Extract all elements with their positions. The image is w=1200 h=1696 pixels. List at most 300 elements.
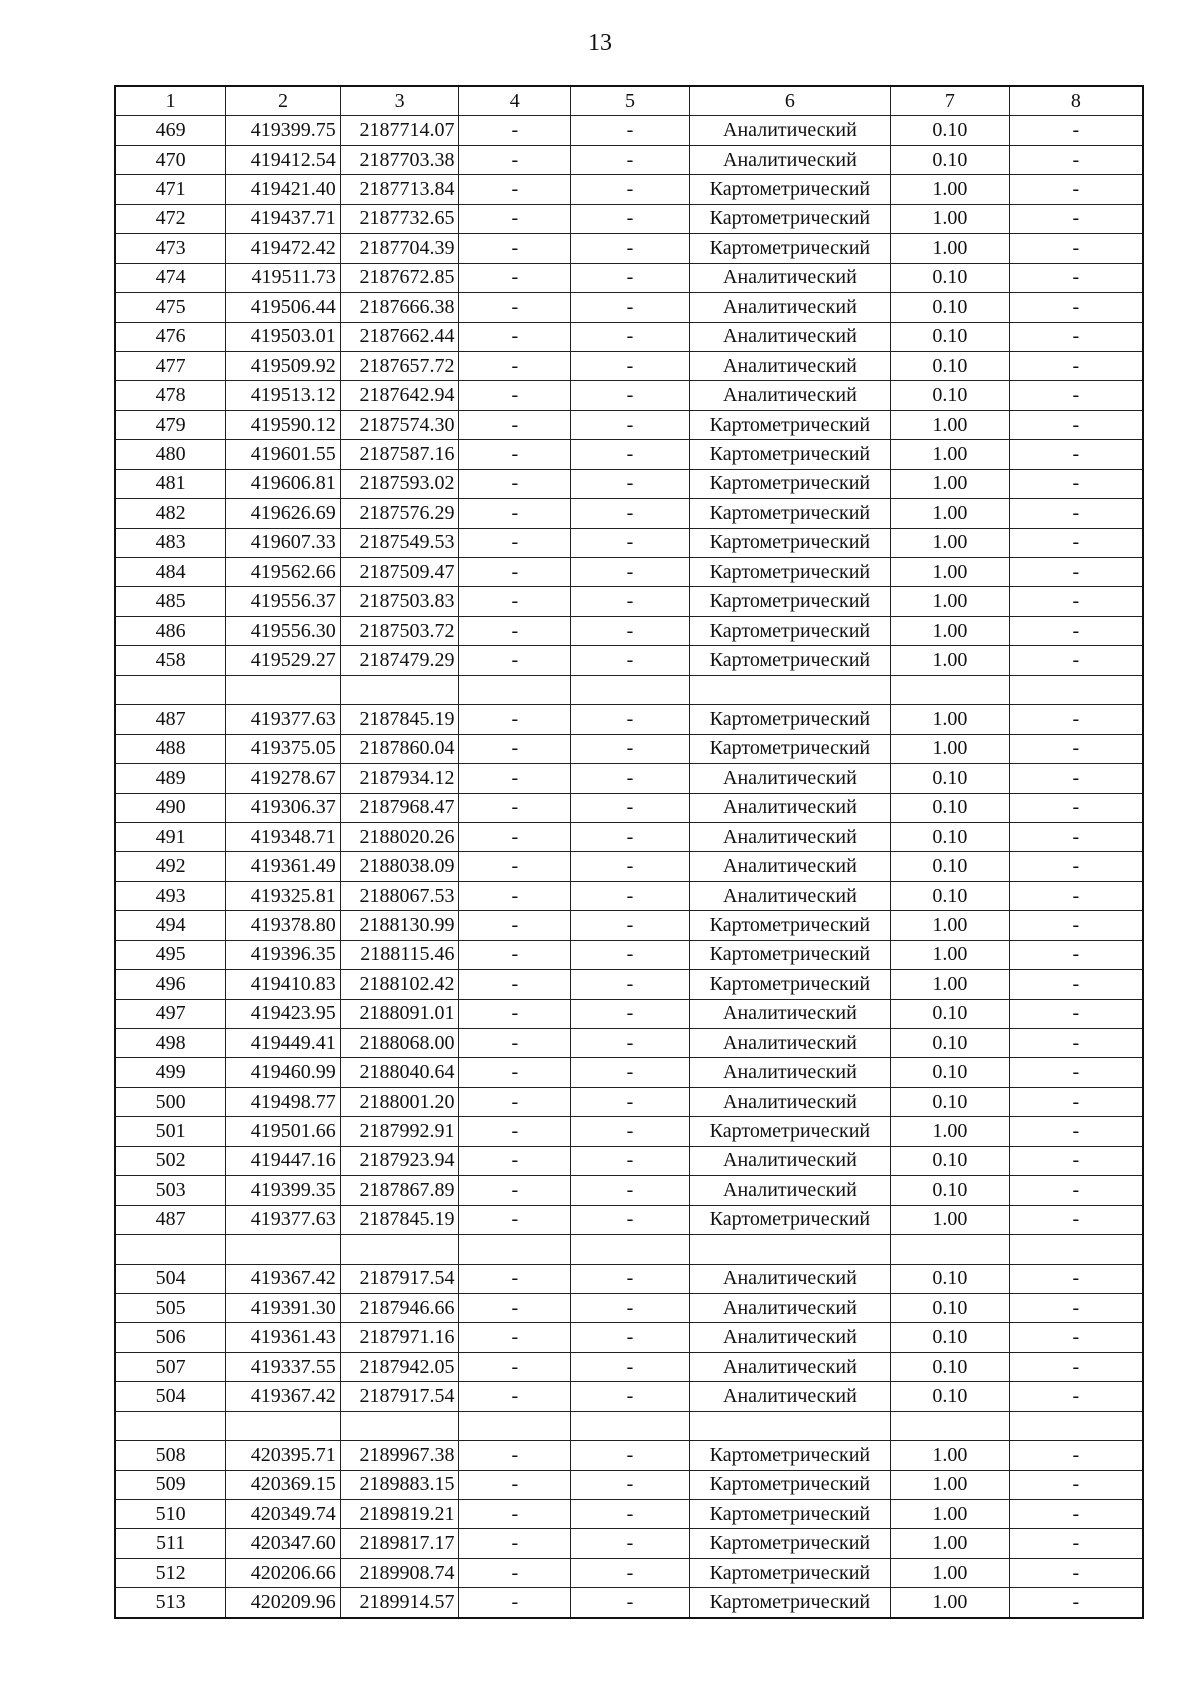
cell-col-7: 1.00 (890, 970, 1009, 999)
cell-col-4: - (459, 351, 571, 380)
cell-col-4: - (459, 1146, 571, 1175)
cell-col-8: - (1009, 1146, 1143, 1175)
cell-col-4: - (459, 1205, 571, 1234)
cell-col-5: - (571, 1470, 690, 1499)
table-row (115, 764, 1143, 793)
cell-col-6: Картометрический (689, 175, 890, 204)
cell-col-1: 483 (115, 528, 226, 557)
cell-col-8: - (1009, 911, 1143, 940)
cell-col-6: Картометрический (689, 410, 890, 439)
separator-row (115, 1411, 1143, 1440)
table-row (115, 852, 1143, 881)
table-row (115, 1117, 1143, 1146)
cell-col-1: 494 (115, 911, 226, 940)
cell-col-8: - (1009, 646, 1143, 675)
cell-col-4: - (459, 852, 571, 881)
cell-col-2: 419556.37 (226, 587, 341, 616)
cell-col-3: 2188091.01 (340, 999, 459, 1028)
cell-col-5: - (571, 822, 690, 851)
cell-col-7: 0.10 (890, 293, 1009, 322)
cell-col-3: 2187703.38 (340, 145, 459, 174)
cell-col-1: 505 (115, 1293, 226, 1322)
cell-col-7: 0.10 (890, 351, 1009, 380)
cell-col-8: - (1009, 793, 1143, 822)
table-row (115, 145, 1143, 174)
cell-col-2: 419513.12 (226, 381, 341, 410)
cell-col-5: - (571, 1323, 690, 1352)
cell-col-3: 2188130.99 (340, 911, 459, 940)
cell-col-8: - (1009, 499, 1143, 528)
cell-col-7: 1.00 (890, 528, 1009, 557)
cell-col-3: 2187917.54 (340, 1382, 459, 1411)
cell-col-8: - (1009, 1470, 1143, 1499)
cell-col-4: - (459, 999, 571, 1028)
cell-col-6: Картометрический (689, 970, 890, 999)
cell-col-2: 419361.49 (226, 852, 341, 881)
cell-col-5: - (571, 1529, 690, 1558)
cell-col-6: Картометрический (689, 469, 890, 498)
table-row (115, 558, 1143, 587)
cell-col-7: 1.00 (890, 1529, 1009, 1558)
cell-col-5: - (571, 1352, 690, 1381)
cell-col-8: - (1009, 970, 1143, 999)
cell-col-4: - (459, 204, 571, 233)
cell-col-3: 2187642.94 (340, 381, 459, 410)
cell-col-2: 419375.05 (226, 734, 341, 763)
cell-col-7: 0.10 (890, 1293, 1009, 1322)
cell-col-1: 481 (115, 469, 226, 498)
cell-col-2: 419278.67 (226, 764, 341, 793)
cell-col-1: 480 (115, 440, 226, 469)
cell-col-2: 419562.66 (226, 558, 341, 587)
cell-col-5: - (571, 1117, 690, 1146)
cell-col-7: 1.00 (890, 705, 1009, 734)
cell-col-5: - (571, 705, 690, 734)
cell-col-2: 420206.66 (226, 1558, 341, 1587)
cell-col-1: 473 (115, 234, 226, 263)
coordinates-table (114, 85, 1144, 1619)
cell-col-7: 1.00 (890, 1588, 1009, 1618)
page-number: 13 (588, 30, 612, 56)
cell-col-5: - (571, 175, 690, 204)
cell-col-3: 2189967.38 (340, 1441, 459, 1470)
cell-col-1: 470 (115, 145, 226, 174)
cell-col-4: - (459, 1441, 571, 1470)
cell-col-4: - (459, 322, 571, 351)
cell-col-6: Картометрический (689, 1441, 890, 1470)
cell-col-8: - (1009, 440, 1143, 469)
cell-col-4: - (459, 940, 571, 969)
cell-col-7: 1.00 (890, 1558, 1009, 1587)
cell-col-5: - (571, 116, 690, 145)
cell-col-5 (571, 675, 690, 704)
table-row (115, 1058, 1143, 1087)
cell-col-4: - (459, 1293, 571, 1322)
cell-col-6: Картометрический (689, 616, 890, 645)
cell-col-2: 419306.37 (226, 793, 341, 822)
table-row (115, 970, 1143, 999)
cell-col-6: Аналитический (689, 293, 890, 322)
cell-col-7: 1.00 (890, 204, 1009, 233)
cell-col-6: Картометрический (689, 234, 890, 263)
cell-col-7: 0.10 (890, 145, 1009, 174)
table-row (115, 793, 1143, 822)
cell-col-2: 419399.75 (226, 116, 341, 145)
cell-col-6: Картометрический (689, 204, 890, 233)
cell-col-5: - (571, 469, 690, 498)
cell-col-2: 419511.73 (226, 263, 341, 292)
cell-col-4: - (459, 970, 571, 999)
cell-col-5: - (571, 734, 690, 763)
table-row (115, 322, 1143, 351)
cell-col-7: 1.00 (890, 1500, 1009, 1529)
cell-col-5: - (571, 322, 690, 351)
cell-col-7: 0.10 (890, 1176, 1009, 1205)
cell-col-7: 0.10 (890, 381, 1009, 410)
cell-col-1: 499 (115, 1058, 226, 1087)
cell-col-1 (115, 675, 226, 704)
table-row (115, 616, 1143, 645)
cell-col-5: - (571, 1588, 690, 1618)
cell-col-2 (226, 1411, 341, 1440)
cell-col-3: 2187593.02 (340, 469, 459, 498)
cell-col-7: 1.00 (890, 1441, 1009, 1470)
cell-col-2: 419378.80 (226, 911, 341, 940)
cell-col-1: 498 (115, 1029, 226, 1058)
cell-col-2 (226, 675, 341, 704)
table-row (115, 381, 1143, 410)
cell-col-7: 1.00 (890, 440, 1009, 469)
cell-col-6: Картометрический (689, 646, 890, 675)
cell-col-3: 2188020.26 (340, 822, 459, 851)
table-row (115, 587, 1143, 616)
cell-col-3 (340, 675, 459, 704)
table-header-row (115, 86, 1143, 116)
cell-col-3: 2189883.15 (340, 1470, 459, 1499)
cell-col-3: 2189914.57 (340, 1588, 459, 1618)
cell-col-3: 2187934.12 (340, 764, 459, 793)
table-row (115, 940, 1143, 969)
cell-col-2: 419529.27 (226, 646, 341, 675)
cell-col-7 (890, 1411, 1009, 1440)
cell-col-3: 2188040.64 (340, 1058, 459, 1087)
cell-col-4: - (459, 1087, 571, 1116)
cell-col-6: Картометрический (689, 940, 890, 969)
cell-col-4: - (459, 1264, 571, 1293)
cell-col-4: - (459, 1529, 571, 1558)
cell-col-4: - (459, 793, 571, 822)
cell-col-1: 507 (115, 1352, 226, 1381)
cell-col-3: 2187860.04 (340, 734, 459, 763)
cell-col-8: - (1009, 1558, 1143, 1587)
cell-col-8: - (1009, 587, 1143, 616)
cell-col-7: 1.00 (890, 469, 1009, 498)
cell-col-2: 419377.63 (226, 1205, 341, 1234)
cell-col-8: - (1009, 1058, 1143, 1087)
cell-col-7: 0.10 (890, 881, 1009, 910)
table-row (115, 1146, 1143, 1175)
cell-col-1 (115, 1411, 226, 1440)
cell-col-3: 2187509.47 (340, 558, 459, 587)
table-row (115, 175, 1143, 204)
cell-col-3: 2187867.89 (340, 1176, 459, 1205)
table-row (115, 911, 1143, 940)
cell-col-5: - (571, 616, 690, 645)
cell-col-7: 1.00 (890, 410, 1009, 439)
cell-col-7 (890, 675, 1009, 704)
cell-col-1: 511 (115, 1529, 226, 1558)
cell-col-2: 420349.74 (226, 1500, 341, 1529)
cell-col-3: 2187923.94 (340, 1146, 459, 1175)
separator-row (115, 1235, 1143, 1264)
cell-col-3 (340, 1235, 459, 1264)
cell-col-6: Картометрический (689, 734, 890, 763)
cell-col-8: - (1009, 322, 1143, 351)
cell-col-6: Картометрический (689, 1588, 890, 1618)
cell-col-7: 1.00 (890, 587, 1009, 616)
cell-col-6: Аналитический (689, 1058, 890, 1087)
table-row (115, 1588, 1143, 1618)
cell-col-5: - (571, 263, 690, 292)
cell-col-8: - (1009, 1087, 1143, 1116)
cell-col-3: 2187845.19 (340, 705, 459, 734)
cell-col-5: - (571, 1558, 690, 1587)
cell-col-1: 510 (115, 1500, 226, 1529)
cell-col-2: 419367.42 (226, 1382, 341, 1411)
cell-col-3: 2187732.65 (340, 204, 459, 233)
cell-col-3: 2189819.21 (340, 1500, 459, 1529)
table-row (115, 1176, 1143, 1205)
cell-col-1: 485 (115, 587, 226, 616)
cell-col-1: 488 (115, 734, 226, 763)
cell-col-6: Аналитический (689, 381, 890, 410)
table-row (115, 469, 1143, 498)
cell-col-7: 1.00 (890, 734, 1009, 763)
cell-col-4: - (459, 734, 571, 763)
cell-col-6 (689, 675, 890, 704)
cell-col-2: 419399.35 (226, 1176, 341, 1205)
cell-col-1: 478 (115, 381, 226, 410)
cell-col-4: - (459, 1558, 571, 1587)
cell-col-6: Аналитический (689, 1146, 890, 1175)
table-row (115, 1087, 1143, 1116)
cell-col-6 (689, 1411, 890, 1440)
cell-col-2: 420347.60 (226, 1529, 341, 1558)
cell-col-7: 0.10 (890, 852, 1009, 881)
cell-col-8: - (1009, 705, 1143, 734)
table-row (115, 1558, 1143, 1587)
cell-col-1: 472 (115, 204, 226, 233)
cell-col-8: - (1009, 734, 1143, 763)
cell-col-1: 508 (115, 1441, 226, 1470)
cell-col-6: Аналитический (689, 881, 890, 910)
cell-col-1: 476 (115, 322, 226, 351)
cell-col-8: - (1009, 1264, 1143, 1293)
cell-col-1: 489 (115, 764, 226, 793)
cell-col-5: - (571, 1293, 690, 1322)
cell-col-2: 419410.83 (226, 970, 341, 999)
cell-col-4: - (459, 822, 571, 851)
cell-col-6: Картометрический (689, 705, 890, 734)
cell-col-5: - (571, 1264, 690, 1293)
cell-col-6: Картометрический (689, 1205, 890, 1234)
cell-col-7: 0.10 (890, 822, 1009, 851)
cell-col-5: - (571, 1087, 690, 1116)
cell-col-8: - (1009, 1529, 1143, 1558)
cell-col-5: - (571, 940, 690, 969)
cell-col-4: - (459, 1352, 571, 1381)
cell-col-5: - (571, 351, 690, 380)
cell-col-5 (571, 1235, 690, 1264)
cell-col-1: 482 (115, 499, 226, 528)
cell-col-1: 512 (115, 1558, 226, 1587)
cell-col-5: - (571, 499, 690, 528)
cell-col-2: 419498.77 (226, 1087, 341, 1116)
cell-col-7: 0.10 (890, 1352, 1009, 1381)
cell-col-6: Аналитический (689, 852, 890, 881)
cell-col-7: 1.00 (890, 499, 1009, 528)
cell-col-3: 2189817.17 (340, 1529, 459, 1558)
cell-col-5: - (571, 970, 690, 999)
cell-col-8: - (1009, 999, 1143, 1028)
cell-col-4 (459, 675, 571, 704)
cell-col-4: - (459, 116, 571, 145)
cell-col-6: Аналитический (689, 116, 890, 145)
cell-col-8: - (1009, 558, 1143, 587)
cell-col-4: - (459, 234, 571, 263)
cell-col-4: - (459, 528, 571, 557)
cell-col-1: 503 (115, 1176, 226, 1205)
cell-col-2: 419601.55 (226, 440, 341, 469)
cell-col-6: Аналитический (689, 764, 890, 793)
table-row (115, 999, 1143, 1028)
cell-col-6: Картометрический (689, 911, 890, 940)
cell-col-1: 487 (115, 1205, 226, 1234)
column-header-2: 2 (226, 86, 341, 116)
cell-col-1: 458 (115, 646, 226, 675)
cell-col-5 (571, 1411, 690, 1440)
cell-col-6: Картометрический (689, 1500, 890, 1529)
cell-col-6: Аналитический (689, 145, 890, 174)
cell-col-1: 501 (115, 1117, 226, 1146)
cell-col-7: 0.10 (890, 116, 1009, 145)
cell-col-2: 419377.63 (226, 705, 341, 734)
cell-col-1: 497 (115, 999, 226, 1028)
cell-col-8: - (1009, 381, 1143, 410)
cell-col-4: - (459, 440, 571, 469)
cell-col-3: 2187549.53 (340, 528, 459, 557)
cell-col-2: 419472.42 (226, 234, 341, 263)
cell-col-1: 484 (115, 558, 226, 587)
cell-col-2: 419423.95 (226, 999, 341, 1028)
cell-col-2: 419337.55 (226, 1352, 341, 1381)
table-row (115, 1205, 1143, 1234)
cell-col-8: - (1009, 351, 1143, 380)
cell-col-6: Картометрический (689, 587, 890, 616)
table-row (115, 1529, 1143, 1558)
cell-col-1: 491 (115, 822, 226, 851)
cell-col-7: 1.00 (890, 616, 1009, 645)
cell-col-8: - (1009, 1117, 1143, 1146)
cell-col-6: Картометрический (689, 1117, 890, 1146)
table-row (115, 1293, 1143, 1322)
cell-col-1: 502 (115, 1146, 226, 1175)
cell-col-2: 419361.43 (226, 1323, 341, 1352)
cell-col-6: Аналитический (689, 1264, 890, 1293)
table-row (115, 204, 1143, 233)
cell-col-1: 486 (115, 616, 226, 645)
cell-col-4: - (459, 705, 571, 734)
cell-col-8 (1009, 1235, 1143, 1264)
cell-col-1: 471 (115, 175, 226, 204)
cell-col-1: 490 (115, 793, 226, 822)
cell-col-1: 506 (115, 1323, 226, 1352)
cell-col-3: 2188102.42 (340, 970, 459, 999)
cell-col-7: 0.10 (890, 764, 1009, 793)
table-row (115, 234, 1143, 263)
cell-col-4: - (459, 145, 571, 174)
cell-col-1: 500 (115, 1087, 226, 1116)
cell-col-3: 2187657.72 (340, 351, 459, 380)
table-row (115, 1470, 1143, 1499)
separator-row (115, 675, 1143, 704)
cell-col-6: Аналитический (689, 1352, 890, 1381)
cell-col-4: - (459, 911, 571, 940)
cell-col-5: - (571, 558, 690, 587)
cell-col-2: 419606.81 (226, 469, 341, 498)
cell-col-2: 420209.96 (226, 1588, 341, 1618)
cell-col-2: 420369.15 (226, 1470, 341, 1499)
cell-col-3: 2187968.47 (340, 793, 459, 822)
cell-col-1: 509 (115, 1470, 226, 1499)
cell-col-8: - (1009, 1323, 1143, 1352)
cell-col-5: - (571, 293, 690, 322)
cell-col-5: - (571, 381, 690, 410)
cell-col-3: 2187942.05 (340, 1352, 459, 1381)
cell-col-7: 1.00 (890, 940, 1009, 969)
table-row (115, 263, 1143, 292)
cell-col-7: 0.10 (890, 793, 1009, 822)
cell-col-2: 419626.69 (226, 499, 341, 528)
column-header-8: 8 (1009, 86, 1143, 116)
cell-col-5: - (571, 764, 690, 793)
cell-col-6: Картометрический (689, 1529, 890, 1558)
cell-col-8: - (1009, 764, 1143, 793)
table-row (115, 1029, 1143, 1058)
cell-col-7: 0.10 (890, 1146, 1009, 1175)
cell-col-1: 513 (115, 1588, 226, 1618)
cell-col-2: 419325.81 (226, 881, 341, 910)
cell-col-1: 469 (115, 116, 226, 145)
cell-col-7: 0.10 (890, 1382, 1009, 1411)
table-row (115, 881, 1143, 910)
cell-col-7: 1.00 (890, 1205, 1009, 1234)
cell-col-7: 0.10 (890, 1029, 1009, 1058)
column-header-7: 7 (890, 86, 1009, 116)
cell-col-3: 2187713.84 (340, 175, 459, 204)
cell-col-3: 2187946.66 (340, 1293, 459, 1322)
cell-col-4: - (459, 293, 571, 322)
cell-col-5: - (571, 528, 690, 557)
table-row (115, 440, 1143, 469)
cell-col-7: 0.10 (890, 1323, 1009, 1352)
table-row (115, 646, 1143, 675)
cell-col-6: Аналитический (689, 351, 890, 380)
cell-col-7: 0.10 (890, 263, 1009, 292)
cell-col-3: 2187845.19 (340, 1205, 459, 1234)
cell-col-1: 475 (115, 293, 226, 322)
cell-col-4: - (459, 469, 571, 498)
